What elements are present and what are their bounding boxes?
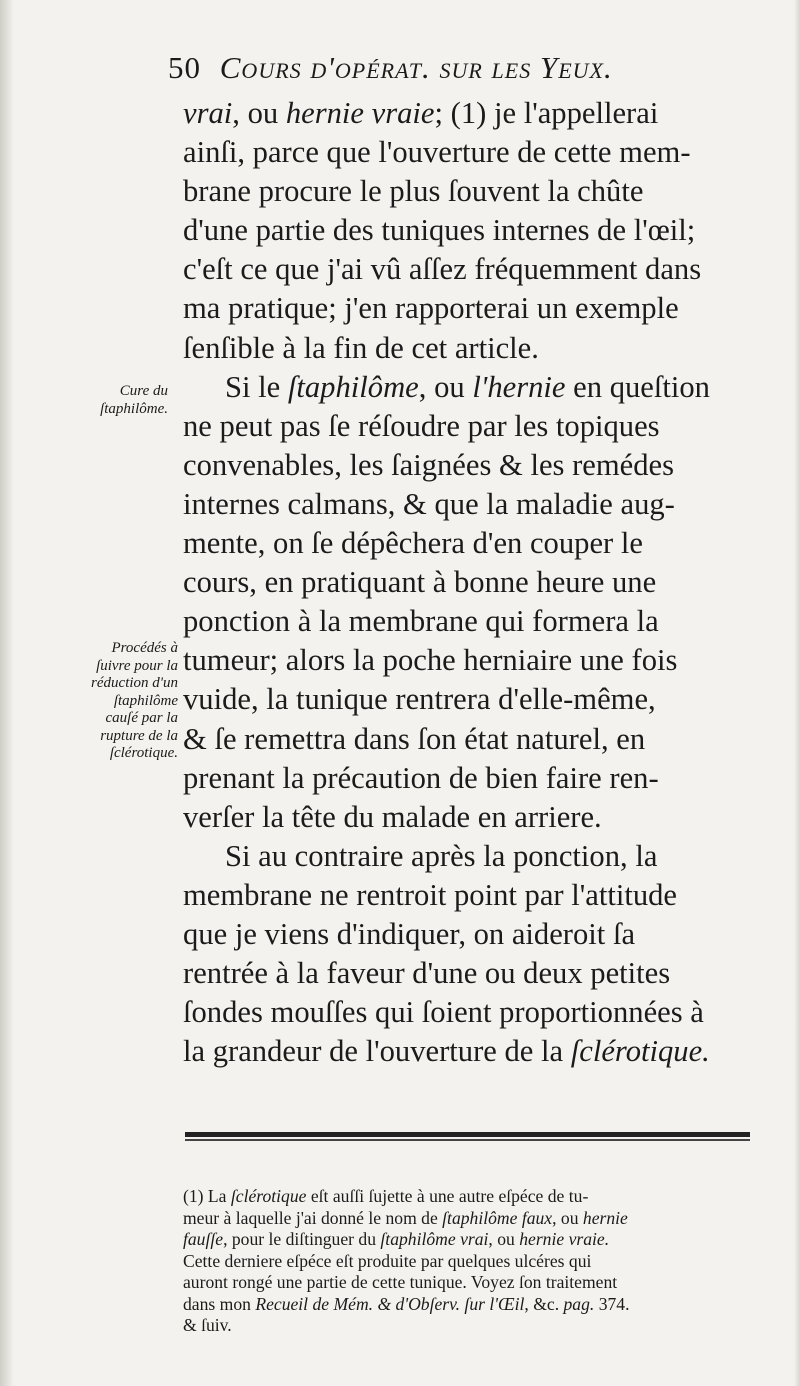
text-line-segment: d'une partie des tuniques internes de l'œil; xyxy=(183,213,696,248)
footnote-line-segment: , pour le diſtinguer du xyxy=(223,1229,381,1249)
text-line xyxy=(183,94,783,133)
margin-note-line: réduction d'un xyxy=(91,675,178,691)
footnote-line xyxy=(183,1229,783,1251)
text-line-segment: l'hernie xyxy=(472,369,566,404)
text-line-segment: convenables, les ſaignées & les remédes xyxy=(183,447,675,482)
running-head xyxy=(168,50,768,86)
margin-note-line: Cure du xyxy=(119,383,168,399)
footnote-line-segment: ſtaphilôme vrai xyxy=(380,1229,489,1249)
text-line-segment: , ou xyxy=(418,369,473,404)
margin-note-line: ſuivre pour la xyxy=(96,657,178,674)
text-line-segment: Si au contraire après la ponction, la xyxy=(225,838,658,873)
text-line-segment: ſtaphilôme xyxy=(287,369,419,404)
text-line-segment: ; (1) je l'appellerai xyxy=(434,96,659,130)
gutter-shadow xyxy=(0,0,14,1386)
text-line-segment: internes calmans, & que la maladie aug- xyxy=(183,486,675,521)
margin-note-line: Procédés à xyxy=(111,640,178,656)
text-line xyxy=(183,798,783,837)
footnote-line xyxy=(183,1186,783,1208)
text-line xyxy=(183,915,783,954)
running-title: Cours d'opérat. sur les Yeux. xyxy=(219,50,613,85)
text-line xyxy=(183,524,783,563)
text-line-segment: mente, on ſe dépêchera d'en couper le xyxy=(183,526,643,561)
main-text xyxy=(183,94,783,1071)
text-line-segment: cours, en pratiquant à bonne heure une xyxy=(183,565,657,600)
margin-note-line: ſtaphilôme. xyxy=(100,400,168,417)
text-line-segment: rentrée à la faveur d'une ou deux petites xyxy=(183,956,671,991)
text-line xyxy=(183,211,783,250)
footnote-line-segment: hernie vraie. xyxy=(519,1229,610,1249)
footnote-line-segment: ſtaphilôme faux xyxy=(442,1207,553,1228)
text-line-segment: que je viens d'indiquer, on aideroit ſa xyxy=(183,916,636,951)
text-line-segment: , ou xyxy=(232,96,286,130)
footnote-line-segment: , &c. xyxy=(524,1293,564,1314)
text-line-segment: prenant la précaution de bien faire ren- xyxy=(183,760,659,795)
text-line xyxy=(183,250,783,289)
footnote-line-segment: ſclérotique xyxy=(230,1186,307,1206)
text-line xyxy=(183,954,783,993)
text-line xyxy=(183,641,783,680)
footnote-line xyxy=(183,1315,783,1337)
text-line-segment: c'eſt ce que j'ai vû aſſez fréquemment dans xyxy=(183,252,702,287)
footnote-line-segment: , ou xyxy=(488,1229,520,1249)
text-line xyxy=(183,289,783,328)
text-line-segment: membrane ne rentroit point par l'attitude xyxy=(183,877,677,912)
text-line xyxy=(183,759,783,798)
text-line xyxy=(183,602,783,641)
text-line-segment: & ſe remettra dans ſon état naturel, en xyxy=(183,721,646,756)
footnote-line-segment: , ou xyxy=(552,1207,583,1228)
footnote-line-segment: 374. xyxy=(594,1293,630,1314)
footnote-line-segment: eſt auſſi ſujette à une autre eſpéce de tu- xyxy=(306,1186,589,1206)
text-line-segment: vuide, la tunique rentrera d'elle-même, xyxy=(183,682,656,717)
footnote-line-segment: meur à laquelle j'ai donné le nom de xyxy=(183,1207,443,1228)
footnote-divider xyxy=(185,1132,750,1141)
footnote-line-segment: pag. xyxy=(563,1293,595,1314)
footnote-line xyxy=(183,1294,783,1316)
text-line xyxy=(183,368,783,407)
footnote-line-segment: hernie xyxy=(582,1207,628,1228)
text-line-segment: ſclérotique. xyxy=(570,1034,710,1069)
text-line-segment: la grandeur de l'ouverture de la xyxy=(183,1034,571,1069)
footnote-line-segment: fauſſe xyxy=(183,1229,224,1249)
margin-note-line: cauſé par la xyxy=(105,710,178,726)
text-line-segment: ainſi, parce que l'ouverture de cette mem- xyxy=(183,135,691,170)
footnote-line-segment: & ſuiv. xyxy=(183,1315,232,1335)
footnote-line-segment: auront rongé une partie de cette tunique. Voyez ſon traitement xyxy=(183,1272,618,1292)
page-number: 50 xyxy=(168,50,201,85)
text-line-segment: verſer la tête du malade en arriere. xyxy=(183,799,602,834)
margin-note-procedes xyxy=(20,640,178,763)
footnote-line xyxy=(183,1272,783,1294)
text-line-segment: hernie vraie xyxy=(285,96,435,130)
text-line xyxy=(183,446,783,485)
text-line xyxy=(183,563,783,602)
margin-note-cure xyxy=(40,383,168,418)
text-line xyxy=(183,720,783,759)
text-line xyxy=(183,993,783,1032)
margin-note-line: rupture de la xyxy=(100,727,178,744)
text-line xyxy=(183,485,783,524)
text-line-segment: ne peut pas ſe réſoudre par les topiques xyxy=(183,408,660,443)
text-line-segment: ponction à la membrane qui formera la xyxy=(183,604,659,639)
text-line xyxy=(183,407,783,446)
text-line xyxy=(183,837,783,876)
footnote-line xyxy=(183,1208,783,1230)
text-line xyxy=(183,329,783,368)
text-line-segment: tumeur; alors la poche herniaire une fois xyxy=(183,643,678,678)
text-line xyxy=(183,133,783,172)
text-line xyxy=(183,876,783,915)
text-line-segment: ſenſible à la fin de cet article. xyxy=(183,330,539,365)
text-line xyxy=(183,680,783,719)
footnote-line xyxy=(183,1251,783,1273)
margin-note-line: ſtaphilôme xyxy=(113,692,178,709)
footnote xyxy=(183,1186,783,1337)
footnote-line-segment: Recueil de Mém. & d'Obſerv. ſur l'Œil xyxy=(255,1293,525,1314)
text-line-segment: en queſtion xyxy=(565,369,710,404)
footnote-line-segment: (1) La xyxy=(183,1186,231,1206)
page-edge xyxy=(794,0,800,1386)
text-line xyxy=(183,1032,783,1071)
text-line-segment: ſondes mouſſes qui ſoient proportionnées à xyxy=(183,995,704,1030)
text-line-segment: ma pratique; j'en rapporterai un exemple xyxy=(183,291,679,326)
margin-note-line: ſclérotique. xyxy=(109,745,178,761)
text-line-segment: brane procure le plus ſouvent la chûte xyxy=(183,174,644,209)
footnote-line-segment: Cette derniere eſpéce eſt produite par quelques ulcéres qui xyxy=(183,1250,592,1271)
text-line-segment: vrai xyxy=(183,96,233,130)
text-line-segment: Si le xyxy=(225,369,288,404)
footnote-line-segment: dans mon xyxy=(183,1293,256,1314)
text-line xyxy=(183,172,783,211)
